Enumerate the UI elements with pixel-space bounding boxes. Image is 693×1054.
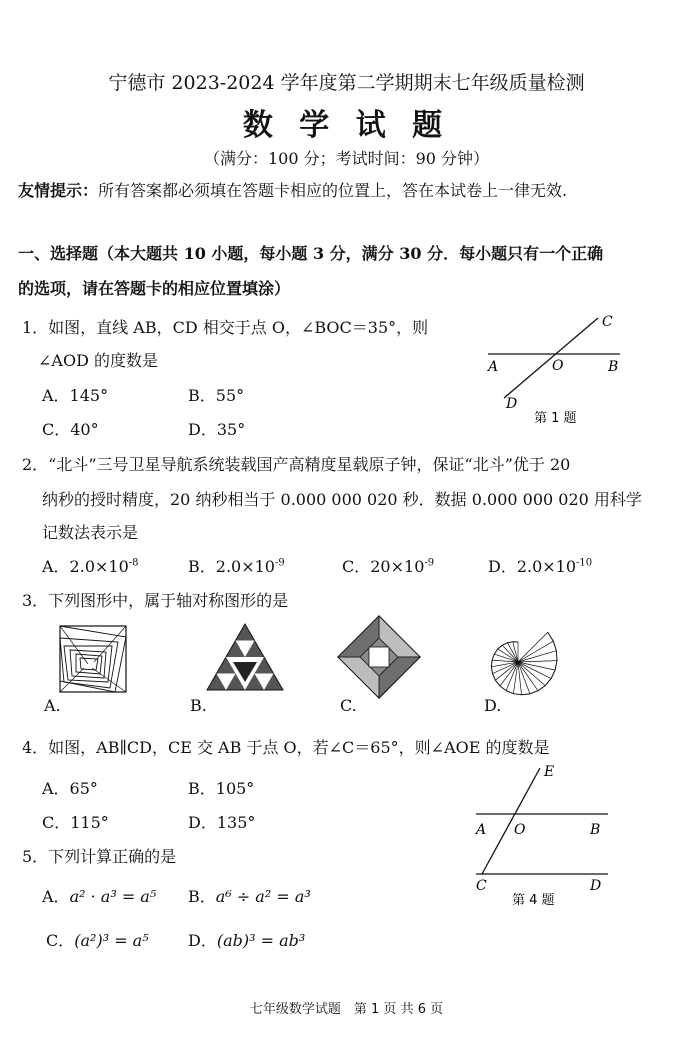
q3-label-d: D.	[484, 696, 502, 715]
q1-option-b: B．55°	[188, 386, 245, 405]
q1-stem-line1: 1．如图，直线 AB，CD 相交于点 O，∠BOC＝35°，则	[22, 318, 429, 337]
q5-option-a: A．a² · a³ = a⁵	[42, 887, 157, 906]
q4-option-a: A．65°	[42, 779, 98, 798]
q1-label-o: O	[552, 358, 564, 374]
q5-stem: 5．下列计算正确的是	[22, 847, 177, 866]
q1-label-a: A	[488, 359, 499, 375]
q5-option-b: B．a⁶ ÷ a² = a³	[188, 887, 311, 906]
q1-figure	[480, 310, 630, 430]
q2-option-b: B．$2.0\times 10^{-9}$	[188, 557, 285, 576]
q2-option-a: A．$2.0\times 10^{-8}$	[42, 557, 139, 576]
q2-option-d: D．$2.0\times 10^{-10}$	[488, 557, 593, 576]
q5-option-c: C．(a²)³ = a⁵	[46, 931, 149, 950]
section-heading-line1: 一、选择题（本大题共 10 小题，每小题 3 分，满分 30 分．每小题只有一个正确	[18, 244, 604, 263]
q1-label-b: B	[608, 359, 619, 375]
q4-label-d: D	[590, 878, 602, 894]
q3-label-c: C.	[340, 696, 357, 715]
q4-caption: 第 4 题	[512, 893, 555, 908]
q4-label-b: B	[590, 822, 601, 838]
q2-stem-line1: 2．“北斗”三号卫星导航系统装载国产高精度星载原子钟，保证“北斗”优于 20	[22, 455, 571, 474]
q4-label-a: A	[476, 822, 487, 838]
q3-figure-a	[48, 624, 132, 696]
q4-label-o: O	[514, 822, 526, 838]
section-heading-line2: 的选项，请在答题卡的相应位置填涂）	[18, 279, 291, 298]
notice-label: 友情提示：	[18, 181, 99, 200]
q1-label-d: D	[506, 396, 518, 412]
q4-label-e: E	[544, 764, 555, 780]
q1-option-d: D．35°	[188, 420, 246, 439]
q4-option-b: B．105°	[188, 779, 255, 798]
q3-figure-d	[478, 618, 568, 702]
q1-label-c: C	[602, 314, 613, 330]
q3-figure-b	[205, 622, 285, 694]
q2-stem-line2: 纳秒的授时精度，20 纳秒相当于 0.000 000 020 秒．数据 0.000 000 020 用科学	[42, 490, 642, 509]
q4-stem: 4．如图，AB∥CD，CE 交 AB 于点 O，若∠C＝65°，则∠AOE 的度数是	[22, 738, 550, 757]
q4-figure	[468, 760, 628, 912]
exam-meta: （满分：100 分；考试时间：90 分钟）	[203, 149, 490, 168]
notice	[18, 178, 567, 201]
q3-label-a: A.	[44, 696, 61, 715]
q3-label-b: B.	[190, 696, 207, 715]
q1-option-c: C．40°	[42, 420, 99, 439]
q2-option-c: C．$20\times 10^{-9}$	[342, 557, 435, 576]
q4-option-d: D．135°	[188, 813, 256, 832]
subject-title: 数 学 试 题	[242, 108, 451, 143]
q5-option-d: D．(ab)³ = ab³	[188, 931, 306, 950]
q1-stem-line2: ∠AOD 的度数是	[38, 351, 158, 370]
notice-text: 所有答案都必须填在答题卡相应的位置上，答在本试卷上一律无效.	[98, 181, 568, 200]
q2-stem-line3: 记数法表示是	[42, 523, 139, 542]
q4-option-c: C．115°	[42, 813, 109, 832]
q1-option-a: A．145°	[42, 386, 109, 405]
q1-caption: 第 1 题	[534, 411, 577, 426]
page-footer: 七年级数学试题 第 1 页 共 6 页	[249, 1002, 444, 1017]
q3-figure-c	[336, 614, 422, 700]
q3-stem: 3．下列图形中，属于轴对称图形的是	[22, 591, 289, 610]
exam-title: 宁德市 2023-2024 学年度第二学期期末七年级质量检测	[108, 72, 585, 94]
q4-label-c: C	[476, 878, 487, 894]
